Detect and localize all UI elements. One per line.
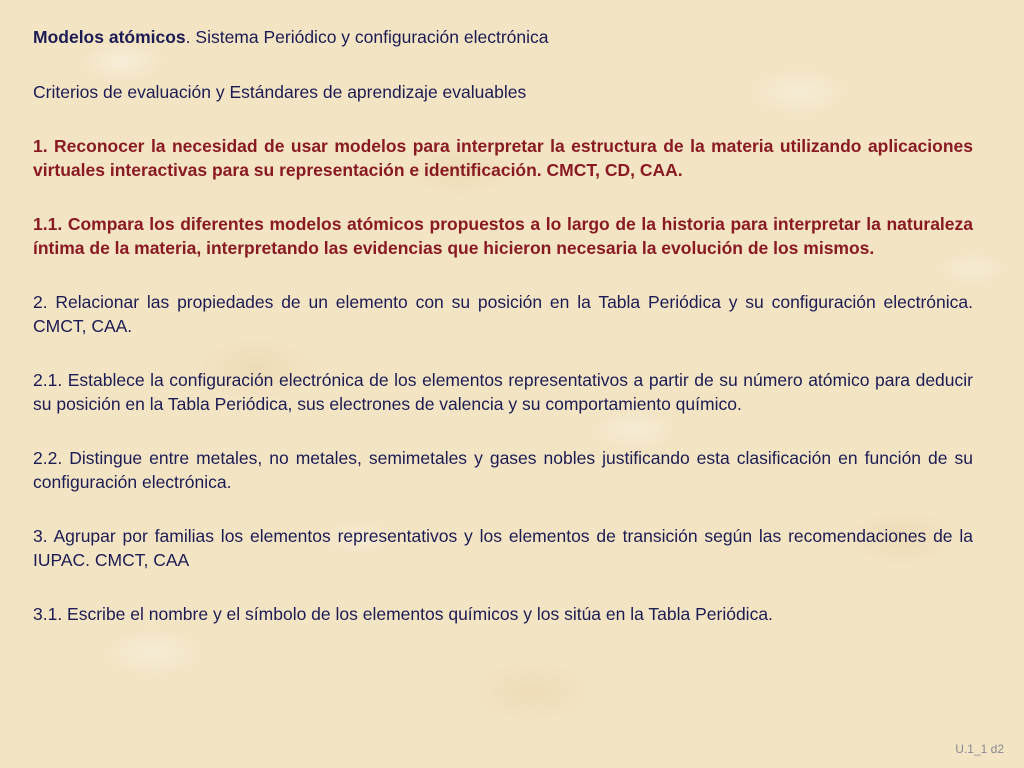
criterion-3: 3. Agrupar por familias los elementos representativos y los elementos de transición según las recomendaciones de la IUPAC. CMCT, CAA [33, 526, 973, 570]
title-strong: Modelos atómicos [33, 27, 186, 47]
criterion-2: 2. Relacionar las propiedades de un elemento con su posición en la Tabla Periódica y su configuración electrónica. CMCT, CAA. [33, 292, 973, 336]
title-rest: . Sistema Periódico y configuración electrónica [185, 27, 549, 47]
slide-content [33, 26, 973, 656]
standard-3-1: 3.1. Escribe el nombre y el símbolo de los elementos químicos y los sitúa en la Tabla Periódica. [33, 604, 773, 624]
slide-title [33, 26, 973, 49]
criterion-1: 1. Reconocer la necesidad de usar modelos para interpretar la estructura de la materia utilizando aplicaciones virtuales interactivas para su representación e identificación. CMCT, CD, CAA. [33, 136, 973, 180]
standard-2-2: 2.2. Distingue entre metales, no metales, semimetales y gases nobles justificando esta clasificación en función de su configuración electrónica. [33, 448, 973, 492]
slide-footer-label: U.1_1 d2 [955, 742, 1004, 756]
standard-1-1: 1.1. Compara los diferentes modelos atómicos propuestos a lo largo de la historia para interpretar la naturaleza íntima de la materia, interpretando las evidencias que hicieron necesaria la evolución de los mismos. [33, 214, 973, 258]
slide-subtitle: Criterios de evaluación y Estándares de aprendizaje evaluables [33, 82, 527, 102]
standard-2-1: 2.1. Establece la configuración electrónica de los elementos representativos a partir de su número atómico para deducir su posición en la Tabla Periódica, sus electrones de valencia y su comportamiento químico. [33, 370, 973, 414]
